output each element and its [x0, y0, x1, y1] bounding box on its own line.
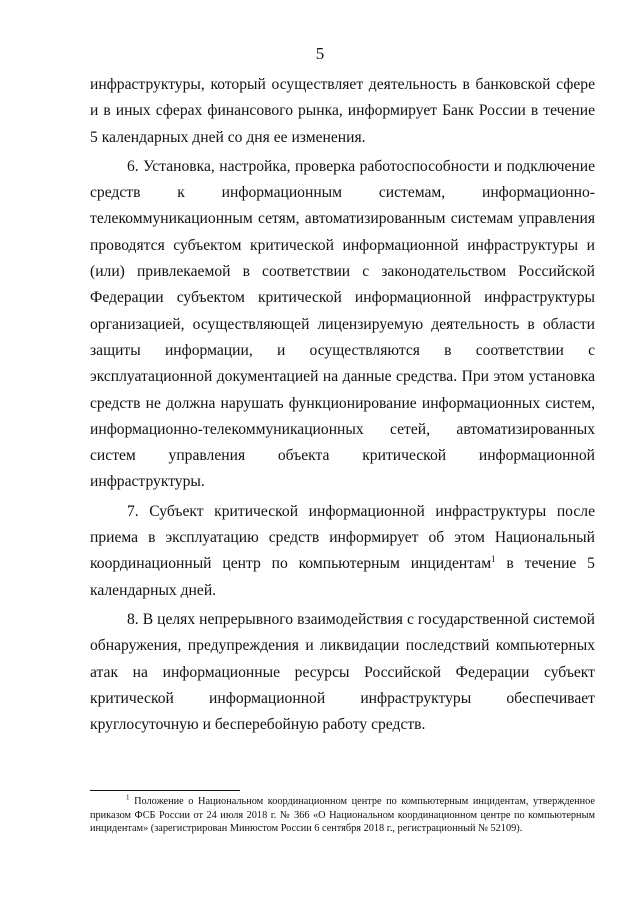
footnote-marker: 1: [126, 793, 130, 802]
document-body: [90, 72, 595, 738]
paragraph-7-text: 7. Субъект критической информационной инфраструктуры после приема в эксплуатацию средств информирует об этом Национальный координационный центр по компьютерным инцидентам: [90, 502, 595, 573]
footnote: [90, 795, 595, 836]
footnote-text: Положение о Национальном координационном центре по компьютерным инцидентам, утвержденное приказом ФСБ России от 24 июля 2018 г. № 366 «О Национальном координационном центре по компьютерным инцидентам» (зарегистрирован Минюстом России 6 сентября 2018 г., регистрационный № 52109).: [90, 796, 596, 835]
paragraph-6: 6. Установка, настройка, проверка работоспособности и подключение средств к информационным системам, информационно-телекоммуникационным сетям, автоматизированным системам управления проводятся субъектом критической информационной инфраструктуры и (или) привлекаемой в соответствии с законодательством Российской Федерации субъектом критической информационной инфраструктуры организацией, осуществляющей лицензируемую деятельность в области защиты информации, и осуществляются в соответствии с эксплуатационной документацией на данные средства. При этом установка средств не должна нарушать функционирование информационных систем, информационно-телекоммуникационных сетей, автоматизированных систем управления объекта критической информационной инфраструктуры.: [90, 157, 595, 491]
page-number: 5: [315, 44, 325, 63]
paragraph-7-tail: в течение 5 календарных дней.: [90, 555, 595, 599]
paragraph-continuation: инфраструктуры, который осуществляет деятельность в банковской сфере и в иных сферах финансового рынка, информирует Банк России в течение 5 календарных дней со дня ее изменения.: [90, 76, 595, 146]
footnote-separator: [90, 790, 240, 791]
paragraph-8: 8. В целях непрерывного взаимодействия с государственной системой обнаружения, предупреждения и ликвидации последствий компьютерных атак на информационные ресурсы Российской Федерации субъект критической информационной инфраструктуры обеспечивает круглосуточную и бесперебойную работу средств.: [90, 610, 595, 734]
footnote-reference: 1: [491, 554, 496, 565]
paragraph-7: [90, 499, 595, 604]
